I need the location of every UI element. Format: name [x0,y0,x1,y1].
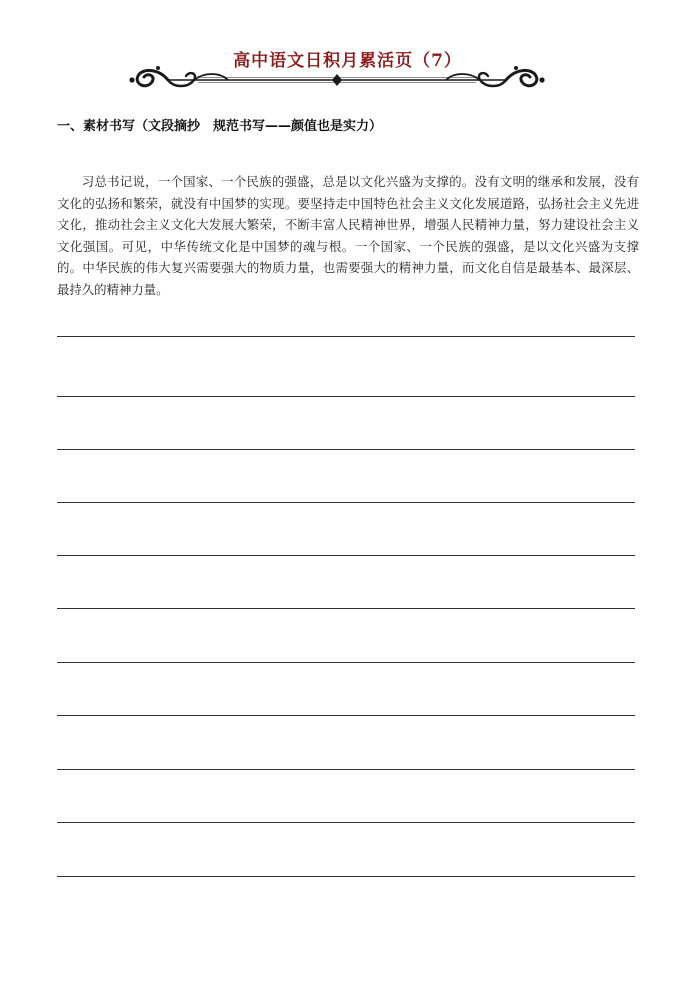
passage-text: 习总书记说，一个国家、一个民族的强盛，总是以文化兴盛为支撑的。没有文明的继承和发展，没有文化的弘扬和繁荣，就没有中国梦的实现。要坚持走中国特色社会主义文化发展道路，弘扬社会主义先进文化，推动社会主义文化大发展大繁荣，不断丰富人民精神世界，增强人民精神力量，努力建设社会主义文化强国。可见，中华传统文化是中国梦的魂与根。一个国家、一个民族的强盛，是以文化兴盛为支撑的。中华民族的伟大复兴需要强大的物质力量，也需要强大的精神力量，而文化自信是最基本、最深层、最持久的精神力量。 [57,174,639,297]
decorative-flourish-icon [128,62,546,92]
writing-line [57,822,635,823]
writing-line [57,769,635,770]
page-title: 高中语文日积月累活页（7） [233,51,462,71]
writing-line [57,396,635,397]
writing-line [57,555,635,556]
writing-line [57,449,635,450]
writing-line [57,502,635,503]
writing-line [57,715,635,716]
writing-line [57,608,635,609]
section-heading: 一、素材书写（文段摘抄 规范书写——颜值也是实力） [57,119,383,134]
writing-line [57,336,635,337]
writing-line [57,662,635,663]
writing-line [57,876,635,877]
